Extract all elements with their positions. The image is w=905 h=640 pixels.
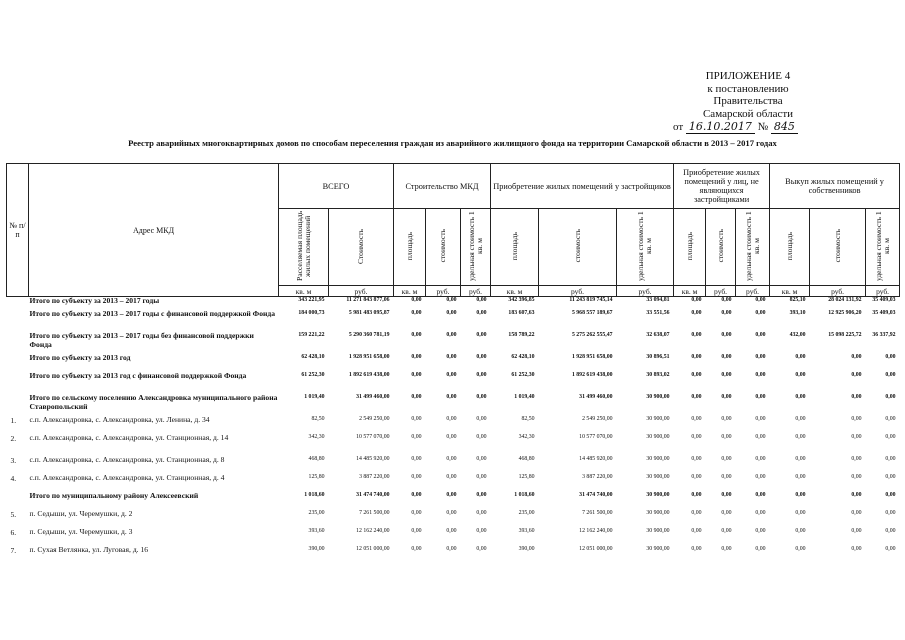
row-value: 0,00 <box>691 510 702 516</box>
row-value: 0,00 <box>411 474 422 480</box>
row-value: 0,00 <box>476 416 487 422</box>
row-address: с.п. Александровка, с. Александровка, ул. Ленина, д. 34 <box>29 416 210 424</box>
table-row <box>7 528 900 546</box>
row-value: 30 900,00 <box>646 456 670 462</box>
row-value: 0,00 <box>476 332 487 338</box>
number-value: 845 <box>771 120 798 134</box>
row-value: 0,00 <box>795 492 806 498</box>
col-nondev-cost: стоимость <box>706 209 736 286</box>
row-value: 0,00 <box>795 510 806 516</box>
row-address: п. Сухая Ветлянка, ул. Луговая, д. 16 <box>29 546 149 554</box>
row-value: 0,00 <box>755 297 766 303</box>
header-group-developers: Приобретение жилых помещений у застройщиков <box>491 164 674 209</box>
unit-cell: руб. <box>736 286 770 297</box>
col-owners-unit: удельная стоимость 1 кв. м <box>866 209 900 286</box>
row-value: 0,00 <box>446 492 457 498</box>
row-address: с.п. Александровка, с. Александровка, ул. Станционная, д. 4 <box>29 474 225 482</box>
row-value: 35 409,03 <box>872 310 896 316</box>
row-value: 0,00 <box>721 456 732 462</box>
row-value: 36 337,92 <box>872 332 896 338</box>
row-value: 32 638,07 <box>646 332 670 338</box>
row-value: 0,00 <box>851 474 862 480</box>
row-value: 12 051 000,00 <box>579 546 613 552</box>
row-value: 0,00 <box>795 546 806 552</box>
unit-cell: руб. <box>617 286 674 297</box>
row-value: 12 925 906,20 <box>828 310 862 316</box>
row-value: 0,00 <box>851 416 862 422</box>
row-value: 0,00 <box>411 416 422 422</box>
row-value: 0,00 <box>795 474 806 480</box>
row-value: 0,00 <box>411 528 422 534</box>
row-value: 0,00 <box>411 492 422 498</box>
row-value: 0,00 <box>476 474 487 480</box>
row-address: Итого по субъекту за 2013 год <box>29 354 131 362</box>
row-value: 30 900,00 <box>646 474 670 480</box>
row-number: 5. <box>10 510 17 519</box>
row-value: 0,00 <box>755 310 766 316</box>
row-value: 2 549 250,00 <box>582 416 613 422</box>
row-value: 0,00 <box>851 546 862 552</box>
row-value: 0,00 <box>691 372 702 378</box>
row-value: 0,00 <box>755 510 766 516</box>
col-owners-area: площадь <box>770 209 810 286</box>
unit-cell: кв. м <box>674 286 706 297</box>
row-value: 0,00 <box>691 434 702 440</box>
table-row <box>7 546 900 564</box>
row-value: 0,00 <box>885 528 896 534</box>
row-value: 0,00 <box>411 332 422 338</box>
row-value: 0,00 <box>885 394 896 400</box>
row-value: 14 485 920,00 <box>579 456 613 462</box>
col-owners-cost: стоимость <box>810 209 866 286</box>
row-value: 5 981 483 095,87 <box>348 310 390 316</box>
row-value: 33 551,56 <box>646 310 670 316</box>
table-row <box>7 434 900 456</box>
row-value: 0,00 <box>851 434 862 440</box>
row-value: 0,00 <box>411 372 422 378</box>
row-value: 0,00 <box>721 354 732 360</box>
row-value: 158 789,22 <box>508 332 535 338</box>
row-value: 0,00 <box>795 434 806 440</box>
row-value: 3 887 220,00 <box>359 474 390 480</box>
row-value: 31 474 740,00 <box>356 492 390 498</box>
row-value: 0,00 <box>691 474 702 480</box>
row-value: 0,00 <box>721 297 732 303</box>
row-value: 159 221,22 <box>298 332 325 338</box>
col-nondev-area: площадь <box>674 209 706 286</box>
row-value: 1 928 951 658,00 <box>571 354 613 360</box>
row-value: 0,00 <box>885 510 896 516</box>
row-value: 0,00 <box>411 310 422 316</box>
row-value: 0,00 <box>721 528 732 534</box>
col-dev-unit: удельная стоимость 1 кв. м <box>617 209 674 286</box>
unit-cell: руб. <box>539 286 617 297</box>
row-value: 0,00 <box>691 297 702 303</box>
row-value: 61 252,30 <box>301 372 325 378</box>
row-value: 0,00 <box>795 528 806 534</box>
row-value: 31 499 460,00 <box>579 394 613 400</box>
col-constr-unit: удельная стоимость 1 кв. м <box>461 209 491 286</box>
row-value: 0,00 <box>755 394 766 400</box>
row-value: 0,00 <box>476 310 487 316</box>
row-value: 0,00 <box>721 394 732 400</box>
row-value: 0,00 <box>721 372 732 378</box>
table-row-total <box>7 332 900 354</box>
row-value: 1 018,60 <box>304 492 325 498</box>
row-value: 0,00 <box>721 510 732 516</box>
row-value: 0,00 <box>476 394 487 400</box>
row-value: 0,00 <box>411 354 422 360</box>
row-value: 468,80 <box>518 456 535 462</box>
row-value: 0,00 <box>851 528 862 534</box>
row-value: 0,00 <box>411 510 422 516</box>
row-value: 2 549 250,00 <box>359 416 390 422</box>
row-value: 11 243 819 745,14 <box>569 297 613 303</box>
row-value: 0,00 <box>795 456 806 462</box>
row-number <box>7 394 29 416</box>
row-value: 12 162 240,00 <box>579 528 613 534</box>
row-value: 0,00 <box>476 354 487 360</box>
row-value: 0,00 <box>755 474 766 480</box>
row-value: 0,00 <box>476 456 487 462</box>
table-row-total <box>7 394 900 416</box>
row-value: 0,00 <box>446 456 457 462</box>
row-value: 0,00 <box>755 372 766 378</box>
row-value: 0,00 <box>755 332 766 338</box>
row-value: 0,00 <box>755 416 766 422</box>
row-value: 1 018,60 <box>514 492 535 498</box>
row-number: 1. <box>10 416 17 425</box>
table-row-total <box>7 372 900 394</box>
row-value: 30 900,00 <box>646 394 670 400</box>
row-value: 14 485 920,00 <box>356 456 390 462</box>
table-row <box>7 474 900 492</box>
row-value: 0,00 <box>446 416 457 422</box>
row-value: 0,00 <box>411 434 422 440</box>
row-number <box>7 354 29 372</box>
row-value: 0,00 <box>411 297 422 303</box>
col-dev-area: площадь <box>491 209 539 286</box>
row-value: 0,00 <box>411 456 422 462</box>
row-value: 0,00 <box>885 492 896 498</box>
row-value: 0,00 <box>691 416 702 422</box>
row-address: Итого по субъекту за 2013 – 2017 годы без финансовой поддержки Фонда <box>29 332 254 349</box>
row-value: 0,00 <box>755 434 766 440</box>
row-number <box>7 332 29 354</box>
appendix-label: ПРИЛОЖЕНИЕ 4 <box>705 70 791 82</box>
row-value: 30 893,02 <box>646 372 670 378</box>
header-address: Адрес МКД <box>29 164 279 297</box>
table-row-total <box>7 354 900 372</box>
unit-cell: руб. <box>329 286 394 297</box>
row-value: 30 900,00 <box>646 528 670 534</box>
row-value: 0,00 <box>691 332 702 338</box>
appendix-date-line <box>673 121 823 134</box>
row-value: 33 094,81 <box>646 297 670 303</box>
row-value: 0,00 <box>446 528 457 534</box>
row-value: 0,00 <box>755 528 766 534</box>
unit-cell: руб. <box>706 286 736 297</box>
row-value: 183 607,63 <box>508 310 535 316</box>
row-number: 6. <box>10 528 17 537</box>
row-value: 0,00 <box>446 372 457 378</box>
unit-cell: кв. м <box>770 286 810 297</box>
col-constr-area: площадь <box>394 209 426 286</box>
table-row-total <box>7 492 900 510</box>
row-value: 30 900,00 <box>646 546 670 552</box>
row-value: 0,00 <box>446 332 457 338</box>
row-value: 0,00 <box>721 332 732 338</box>
row-value: 393,60 <box>308 528 325 534</box>
row-value: 30 900,00 <box>646 510 670 516</box>
row-value: 30 900,00 <box>646 434 670 440</box>
row-value: 82,50 <box>311 416 325 422</box>
unit-cell: руб. <box>461 286 491 297</box>
row-value: 0,00 <box>476 546 487 552</box>
row-value: 0,00 <box>476 528 487 534</box>
appendix-block <box>673 70 823 134</box>
row-value: 184 000,73 <box>298 310 325 316</box>
row-value: 0,00 <box>691 546 702 552</box>
row-value: 1 892 619 438,00 <box>571 372 613 378</box>
row-value: 5 275 262 555,47 <box>571 332 613 338</box>
row-value: 0,00 <box>851 354 862 360</box>
row-value: 10 577 070,00 <box>356 434 390 440</box>
row-value: 0,00 <box>721 310 732 316</box>
row-value: 432,00 <box>789 332 806 338</box>
row-value: 390,00 <box>518 546 535 552</box>
row-value: 0,00 <box>691 528 702 534</box>
row-value: 0,00 <box>795 416 806 422</box>
row-value: 0,00 <box>721 546 732 552</box>
unit-cell: руб. <box>866 286 900 297</box>
row-value: 12 051 000,00 <box>356 546 390 552</box>
row-value: 61 252,30 <box>511 372 535 378</box>
row-value: 0,00 <box>446 310 457 316</box>
row-value: 343 221,95 <box>298 297 325 303</box>
row-value: 0,00 <box>885 546 896 552</box>
table-row <box>7 456 900 474</box>
date-prefix: от <box>673 121 684 133</box>
row-value: 0,00 <box>476 510 487 516</box>
document-title: Реестр аварийных многоквартирных домов по способам переселения граждан из аварийного жилищного фонда на территории Самарской области в 2013 – 2017 годах <box>128 138 777 148</box>
row-value: 0,00 <box>446 474 457 480</box>
row-address: п. Седыши, ул. Черемушки, д. 3 <box>29 528 133 536</box>
row-value: 0,00 <box>851 394 862 400</box>
row-number <box>7 297 29 311</box>
row-value: 15 098 225,72 <box>828 332 862 338</box>
row-value: 0,00 <box>851 492 862 498</box>
row-value: 0,00 <box>721 434 732 440</box>
row-value: 0,00 <box>476 297 487 303</box>
row-value: 825,10 <box>789 297 806 303</box>
row-value: 0,00 <box>446 434 457 440</box>
row-value: 0,00 <box>755 492 766 498</box>
row-value: 0,00 <box>446 354 457 360</box>
row-value: 342 396,85 <box>508 297 535 303</box>
unit-cell: кв. м <box>491 286 539 297</box>
row-value: 0,00 <box>446 394 457 400</box>
row-value: 0,00 <box>851 456 862 462</box>
row-value: 1 019,40 <box>514 394 535 400</box>
col-nondev-unit: удельная стоимость 1 кв. м <box>736 209 770 286</box>
row-value: 28 024 131,92 <box>828 297 862 303</box>
row-value: 30 900,00 <box>646 416 670 422</box>
number-prefix: № <box>757 121 769 133</box>
row-value: 12 162 240,00 <box>356 528 390 534</box>
unit-cell: кв. м <box>394 286 426 297</box>
row-value: 0,00 <box>476 434 487 440</box>
row-value: 0,00 <box>755 354 766 360</box>
row-value: 7 261 500,00 <box>359 510 390 516</box>
row-value: 30 900,00 <box>646 492 670 498</box>
row-address: Итого по субъекту за 2013 год с финансовой поддержкой Фонда <box>29 372 247 380</box>
row-value: 0,00 <box>851 510 862 516</box>
row-value: 0,00 <box>476 372 487 378</box>
row-value: 0,00 <box>795 354 806 360</box>
row-value: 393,10 <box>789 310 806 316</box>
unit-cell: кв. м <box>279 286 329 297</box>
col-dev-cost: стоимость <box>539 209 617 286</box>
row-value: 393,60 <box>518 528 535 534</box>
row-value: 31 499 460,00 <box>356 394 390 400</box>
table-header <box>7 164 900 297</box>
unit-cell: руб. <box>810 286 866 297</box>
row-number: 3. <box>10 456 17 465</box>
row-value: 1 928 951 658,00 <box>348 354 390 360</box>
row-value: 11 271 843 877,06 <box>346 297 390 303</box>
row-value: 0,00 <box>446 546 457 552</box>
header-group-owners: Выкуп жилых помещений у собственников <box>770 164 900 209</box>
row-address: Итого по субъекту за 2013 – 2017 годы с финансовой поддержкой Фонда <box>29 310 276 318</box>
table-row <box>7 510 900 528</box>
row-value: 0,00 <box>721 416 732 422</box>
header-group-construction: Строительство МКД <box>394 164 491 209</box>
row-number: 4. <box>10 474 17 483</box>
row-value: 5 968 557 189,67 <box>571 310 613 316</box>
col-resettled-area: Расселяемая площадь жилых помещений <box>279 209 329 286</box>
row-address: с.п. Александровка, с. Александровка, ул. Станционная, д. 8 <box>29 456 225 464</box>
row-value: 0,00 <box>851 372 862 378</box>
row-value: 7 261 500,00 <box>582 510 613 516</box>
row-address: Итого по сельскому поселению Александровка муниципального района Ставропольский <box>29 394 278 411</box>
row-value: 0,00 <box>721 492 732 498</box>
row-value: 35 409,03 <box>872 297 896 303</box>
table-row-total <box>7 310 900 332</box>
row-value: 62 428,10 <box>511 354 535 360</box>
row-address: с.п. Александровка, с. Александровка, ул. Станционная, д. 14 <box>29 434 229 442</box>
registry-table <box>6 163 900 564</box>
row-value: 82,50 <box>521 416 535 422</box>
row-value: 0,00 <box>885 474 896 480</box>
row-number <box>7 372 29 394</box>
row-value: 0,00 <box>691 492 702 498</box>
row-value: 468,80 <box>308 456 325 462</box>
row-value: 0,00 <box>691 310 702 316</box>
row-value: 30 896,51 <box>646 354 670 360</box>
row-value: 125,80 <box>518 474 535 480</box>
row-value: 0,00 <box>446 510 457 516</box>
row-value: 0,00 <box>755 456 766 462</box>
row-value: 235,00 <box>518 510 535 516</box>
row-value: 10 577 070,00 <box>579 434 613 440</box>
row-value: 342,30 <box>518 434 535 440</box>
row-value: 0,00 <box>721 474 732 480</box>
row-value: 5 290 360 781,19 <box>348 332 390 338</box>
row-value: 0,00 <box>691 456 702 462</box>
row-value: 1 892 619 438,00 <box>348 372 390 378</box>
table-row-total <box>7 297 900 311</box>
row-value: 0,00 <box>476 492 487 498</box>
appendix-region: Самарской области <box>702 107 794 120</box>
header-group-non-developers: Приобретение жилых помещений у лиц, не являющихся застройщиками <box>674 164 770 209</box>
row-address: п. Седыши, ул. Черемушки, д. 2 <box>29 510 133 518</box>
row-value: 0,00 <box>885 456 896 462</box>
col-total-cost: Стоимость <box>329 209 394 286</box>
row-value: 31 474 740,00 <box>579 492 613 498</box>
row-number <box>7 310 29 332</box>
row-value: 0,00 <box>885 354 896 360</box>
table-body <box>7 297 900 565</box>
row-number: 2. <box>10 434 17 443</box>
row-value: 0,00 <box>885 416 896 422</box>
row-value: 3 887 220,00 <box>582 474 613 480</box>
header-group-total: ВСЕГО <box>279 164 394 209</box>
row-value: 342,30 <box>308 434 325 440</box>
row-number: 7. <box>10 546 17 555</box>
table-row <box>7 416 900 434</box>
row-value: 0,00 <box>795 394 806 400</box>
appendix-decree: к постановлению Правительства <box>707 82 789 107</box>
row-value: 390,00 <box>308 546 325 552</box>
row-value: 0,00 <box>885 434 896 440</box>
row-value: 235,00 <box>308 510 325 516</box>
date-value: 16.10.2017 <box>686 120 755 134</box>
row-value: 0,00 <box>755 546 766 552</box>
row-value: 0,00 <box>411 394 422 400</box>
row-value: 0,00 <box>446 297 457 303</box>
header-no: № п/п <box>7 164 29 297</box>
row-value: 1 019,40 <box>304 394 325 400</box>
row-value: 0,00 <box>691 394 702 400</box>
row-value: 62 428,10 <box>301 354 325 360</box>
col-constr-cost: стоимость <box>426 209 461 286</box>
row-value: 125,80 <box>308 474 325 480</box>
unit-cell: руб. <box>426 286 461 297</box>
row-address: Итого по муниципальному району Алексеевский <box>29 492 199 500</box>
row-number <box>7 492 29 510</box>
row-value: 0,00 <box>691 354 702 360</box>
row-address: Итого по субъекту за 2013 – 2017 годы <box>29 296 160 305</box>
row-value: 0,00 <box>795 372 806 378</box>
row-value: 0,00 <box>411 546 422 552</box>
row-value: 0,00 <box>885 372 896 378</box>
